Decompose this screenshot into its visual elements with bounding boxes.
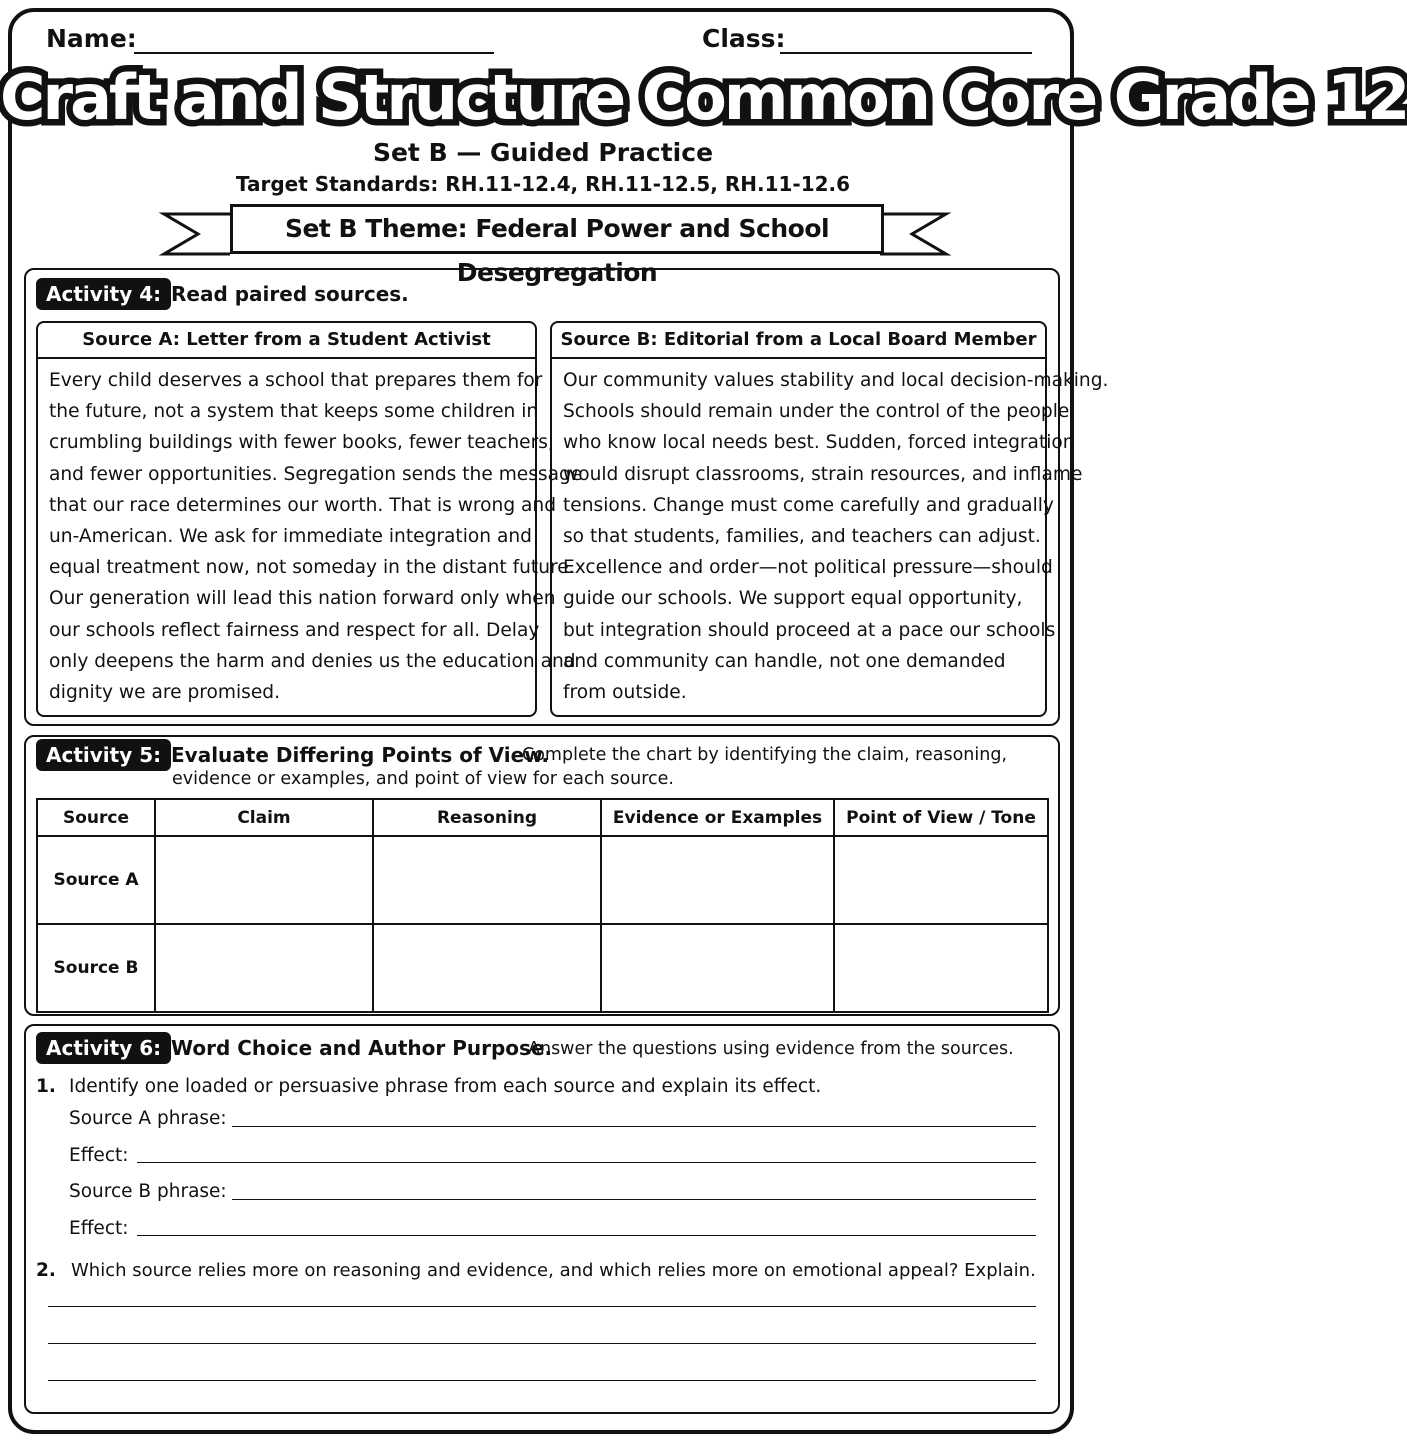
source-b-phrase-label: Source B phrase: bbox=[69, 1181, 227, 1202]
col-header-evidence: Evidence or Examples bbox=[601, 799, 834, 836]
cell-b-point-of-view[interactable] bbox=[834, 924, 1048, 1012]
effect-b-label: Effect: bbox=[69, 1218, 129, 1239]
source-a-text-line: Every child deserves a school that prepares them for bbox=[49, 370, 543, 391]
source-b-text-line: but integration should proceed at a pace our schools bbox=[563, 619, 1056, 641]
source-a-text-line: our schools reflect fairness and respect for all. Delay bbox=[49, 619, 540, 641]
source-a-text-line: equal treatment now, not someday in the distant future. bbox=[49, 557, 575, 579]
source-b-text-line: Our community values stability and local decision-making. bbox=[563, 370, 1109, 391]
source-a-text-line: dignity we are promised. bbox=[49, 682, 280, 704]
col-header-claim: Claim bbox=[155, 799, 373, 836]
class-field[interactable] bbox=[780, 52, 1032, 54]
col-header-source: Source bbox=[37, 799, 155, 836]
set-subtitle: Set B — Guided Practice bbox=[372, 138, 714, 167]
activity-4-tag: Activity 4: bbox=[36, 278, 171, 310]
cell-b-reasoning[interactable] bbox=[373, 924, 601, 1012]
activity-5-instructions-2: evidence or examples, and point of view for each source. bbox=[172, 769, 674, 789]
source-a-text-line: and fewer opportunities. Segregation sends the message bbox=[49, 463, 583, 485]
col-header-point-of-view: Point of View / Tone bbox=[834, 799, 1048, 836]
answer-line-3[interactable] bbox=[48, 1380, 1036, 1381]
theme-banner: Set B Theme: Federal Power and School Desegregation bbox=[230, 204, 884, 254]
row-label-source-a: Source A bbox=[37, 836, 155, 924]
activity-5-tag: Activity 5: bbox=[36, 739, 171, 771]
name-label: Name: bbox=[46, 24, 137, 53]
source-b-phrase-line[interactable] bbox=[232, 1199, 1036, 1200]
table-row bbox=[37, 836, 1048, 924]
source-a-phrase-label: Source A phrase: bbox=[69, 1108, 227, 1129]
source-b-text-line: tensions. Change must come carefully and gradually bbox=[563, 494, 1054, 516]
question-2-text: Which source relies more on reasoning and evidence, and which relies more on emotional appeal? Explain. bbox=[71, 1260, 1036, 1281]
answer-line-2[interactable] bbox=[48, 1343, 1036, 1344]
source-b-text bbox=[552, 359, 1109, 708]
source-a-text-line: un-American. We ask for immediate integration and bbox=[49, 526, 532, 548]
cell-a-reasoning[interactable] bbox=[373, 836, 601, 924]
page-title: Craft and Structure Common Core Grade 12 bbox=[0, 61, 1407, 134]
source-b-box bbox=[550, 321, 1109, 717]
target-standards: Target Standards: RH.11-12.4, RH.11-12.5, RH.11-12.6 bbox=[235, 172, 851, 196]
source-b-text-line: would disrupt classrooms, strain resources, and inflame bbox=[563, 463, 1083, 485]
source-b-text-line: from outside. bbox=[563, 682, 687, 704]
question-1-number: 1. bbox=[36, 1076, 56, 1097]
source-b-text-line: and community can handle, not one demanded bbox=[563, 650, 1006, 672]
source-b-text-line: Excellence and order—not political pressure—should bbox=[563, 557, 1053, 579]
row-label-source-b: Source B bbox=[37, 924, 155, 1012]
source-b-text-line: so that students, families, and teachers can adjust. bbox=[563, 526, 1041, 548]
cell-a-claim[interactable] bbox=[155, 836, 373, 924]
source-a-text-line: Our generation will lead this nation forward only when bbox=[49, 588, 556, 610]
source-a-text-line: only deepens the harm and denies us the education and bbox=[49, 650, 576, 672]
source-a-phrase-line[interactable] bbox=[232, 1126, 1036, 1127]
cell-a-evidence[interactable] bbox=[601, 836, 834, 924]
question-2-number: 2. bbox=[36, 1260, 56, 1281]
source-a-box bbox=[36, 321, 583, 717]
cell-a-point-of-view[interactable] bbox=[834, 836, 1048, 924]
source-a-text-line: that our race determines our worth. That is wrong and bbox=[49, 494, 557, 516]
activity-4-heading: Read paired sources. bbox=[171, 282, 409, 306]
source-b-title: Source B: Editorial from a Local Board Member bbox=[552, 323, 1045, 359]
effect-b-line[interactable] bbox=[137, 1235, 1036, 1236]
source-a-title: Source A: Letter from a Student Activist bbox=[38, 323, 535, 359]
activity-6-heading: Word Choice and Author Purpose. bbox=[171, 1036, 553, 1060]
effect-a-label: Effect: bbox=[69, 1145, 129, 1166]
source-b-text-line: who know local needs best. Sudden, forced integration bbox=[563, 432, 1075, 454]
question-1-text: Identify one loaded or persuasive phrase from each source and explain its effect. bbox=[69, 1076, 822, 1097]
class-label: Class: bbox=[702, 24, 786, 53]
cell-b-evidence[interactable] bbox=[601, 924, 834, 1012]
activity-5-heading: Evaluate Differing Points of View. bbox=[171, 743, 549, 767]
activity-5-instructions-1: Complete the chart by identifying the claim, reasoning, bbox=[522, 745, 1008, 765]
activity-6-instructions: Answer the questions using evidence from the sources. bbox=[528, 1039, 1014, 1059]
source-a-text bbox=[38, 359, 583, 708]
source-b-text-line: Schools should remain under the control of the people bbox=[563, 401, 1070, 423]
answer-line-1[interactable] bbox=[48, 1306, 1036, 1307]
source-a-text-line: crumbling buildings with fewer books, fewer teachers, bbox=[49, 432, 554, 454]
source-b-text-line: guide our schools. We support equal opportunity, bbox=[563, 588, 1023, 610]
activity-6-tag: Activity 6: bbox=[36, 1032, 171, 1064]
name-field[interactable] bbox=[134, 52, 494, 54]
effect-a-line[interactable] bbox=[137, 1162, 1036, 1163]
evaluation-chart bbox=[36, 798, 1049, 1013]
table-row bbox=[37, 924, 1048, 1012]
source-a-text-line: the future, not a system that keeps some children in bbox=[49, 401, 539, 423]
col-header-reasoning: Reasoning bbox=[373, 799, 601, 836]
cell-b-claim[interactable] bbox=[155, 924, 373, 1012]
